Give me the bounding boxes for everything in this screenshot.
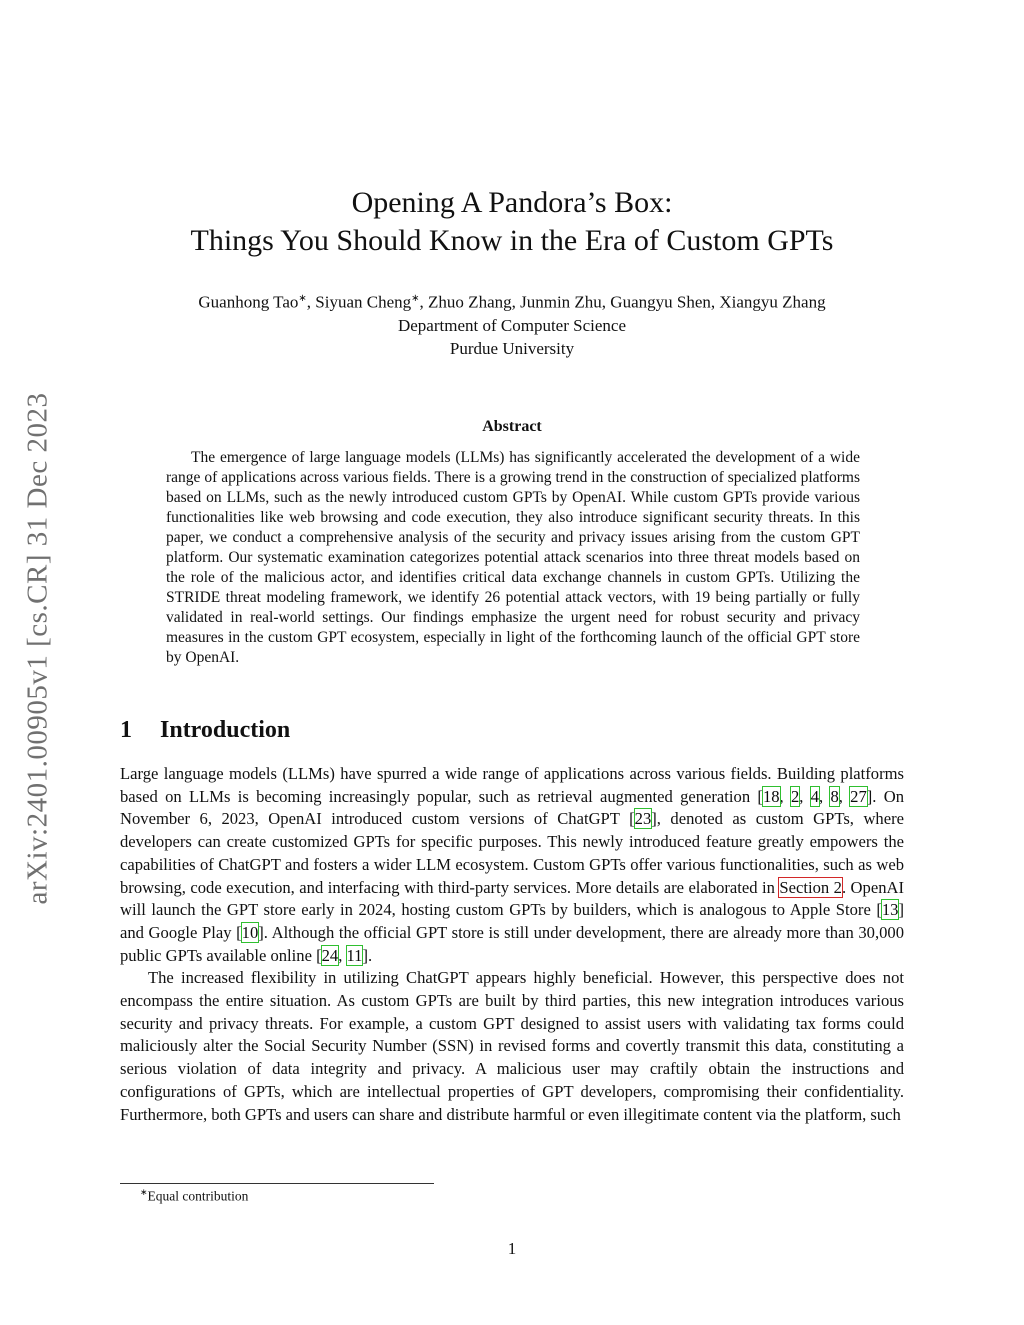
citation-link[interactable]: 23	[634, 809, 652, 829]
separator-text: ,	[838, 786, 851, 806]
paragraph-text: ]. Although the official GPT store is still under development, there are already more than 30,000 public GPTs available online [	[120, 922, 904, 965]
paper-title-line-1: Opening A Pandora’s Box:	[351, 186, 673, 219]
page-number: 1	[507, 1239, 517, 1258]
abstract-text: The emergence of large language models (LLMs) has significantly accelerated the development of a wide range of applications across various fields. There is a growing trend in the construction of specialized platforms based on LLMs, such as the newly introduced custom GPTs by OpenAI. While custom GPTs provide various functionalities like web browsing and code execution, they also introduce significant security threats. In this paper, we conduct a comprehensive analysis of the security and privacy issues arising from the custom GPT platform. Our systematic examination categorizes potential attack scenarios into three threat models based on the role of the malicious actor, and identifies critical data exchange channels in custom GPTs. Utilizing the STRIDE threat modeling framework, we identify 26 potential attack vectors, with 19 being partially or fully validated in real-world settings. Our findings emphasize the urgent need for robust security and privacy measures in the custom GPT ecosystem, especially in light of the forthcoming launch of the official GPT store by OpenAI.	[166, 449, 860, 666]
author-name: , Siyuan Cheng	[306, 292, 412, 312]
affiliation-department: Department of Computer Science	[397, 315, 626, 335]
equal-contribution-mark: ∗	[411, 293, 420, 304]
section-number: 1	[120, 717, 132, 743]
equal-contribution-mark: ∗	[298, 293, 307, 304]
footnote	[140, 1187, 248, 1205]
paragraph-text: ] and Google Play [	[120, 900, 904, 942]
separator-text: ,	[338, 945, 347, 965]
introduction-body	[120, 763, 904, 1126]
paragraph	[120, 763, 904, 967]
paper-header	[120, 184, 904, 360]
arxiv-sidebar	[8, 348, 68, 948]
author-block	[120, 287, 904, 360]
paragraph-text: ].	[362, 945, 373, 965]
separator-text: ,	[799, 786, 811, 806]
author-name: Guanhong Tao	[198, 292, 299, 312]
section-title: Introduction	[160, 717, 291, 743]
citation-link[interactable]: 18	[762, 786, 780, 806]
author-list	[120, 287, 904, 314]
section-heading	[120, 717, 290, 744]
author-names: , Zhuo Zhang, Junmin Zhu, Guangyu Shen, Xiangyu Zhang	[419, 292, 826, 312]
citation-link[interactable]: 11	[346, 945, 363, 965]
paragraph: The increased flexibility in utilizing ChatGPT appears highly beneficial. However, this perspective does not encompass the entire situation. As custom GPTs are built by third parties, this new integration introduces various security and privacy threats. For example, a custom GPT designed to assist users with validating tax forms could maliciously alter the Social Security Number (SSN) in revised forms and covertly transmit this data, constituting a serious violation of data integrity and privacy. A malicious user may craftily obtain the instructions and configurations of GPTs, which are intellectual properties of GPT developers, compromising their confidentiality. Furthermore, both GPTs and users can share and distribute harmful or even illegitimate content via the platform, such	[120, 968, 904, 1124]
citation-link[interactable]: 2	[790, 786, 800, 806]
paper-title-line-2: Things You Should Know in the Era of Custom GPTs	[190, 224, 834, 257]
footnote-divider	[120, 1183, 434, 1184]
citation-link[interactable]: 8	[830, 786, 839, 806]
section-link[interactable]: Section 2	[779, 877, 842, 897]
citation-link[interactable]: 24	[321, 945, 339, 965]
arxiv-identifier: arXiv:2401.00905v1 [cs.CR] 31 Dec 2023	[21, 392, 54, 904]
citation-link[interactable]: 27	[850, 786, 867, 806]
affiliation-university: Purdue University	[449, 338, 575, 358]
paragraph-text: Large language models (LLMs) have spurred a wide range of applications across various fields. Building platforms based on LLMs is becoming increasingly popular, such as retrieval augmented generation [	[120, 764, 904, 806]
paragraph-text: . OpenAI will launch the GPT store early in 2024, hosting custom GPTs by builders, which is analogous to Apple Store [	[120, 877, 905, 920]
separator-text: ,	[819, 786, 831, 806]
paragraph-text: ]. On November 6, 2023, OpenAI introduced custom versions of ChatGPT [	[120, 786, 905, 829]
paragraph-text: ], denoted as custom GPTs, where developers can create customized GPTs for specific purposes. This newly introduced feature greatly empowers the capabilities of ChatGPT and fosters a wider LLM ecosystem. Custom GPTs offer various functionalities, such as web browsing, code execution, and interfacing with third-party services. More details are elaborated in	[120, 809, 904, 897]
abstract-heading: Abstract	[482, 418, 542, 435]
citation-link[interactable]: 4	[810, 786, 819, 806]
footnote-mark: ∗	[140, 1187, 148, 1197]
separator-text: ,	[779, 786, 791, 806]
citation-link[interactable]: 10	[241, 922, 259, 942]
footnote-text: Equal contribution	[147, 1188, 249, 1204]
citation-link[interactable]: 13	[881, 900, 899, 920]
